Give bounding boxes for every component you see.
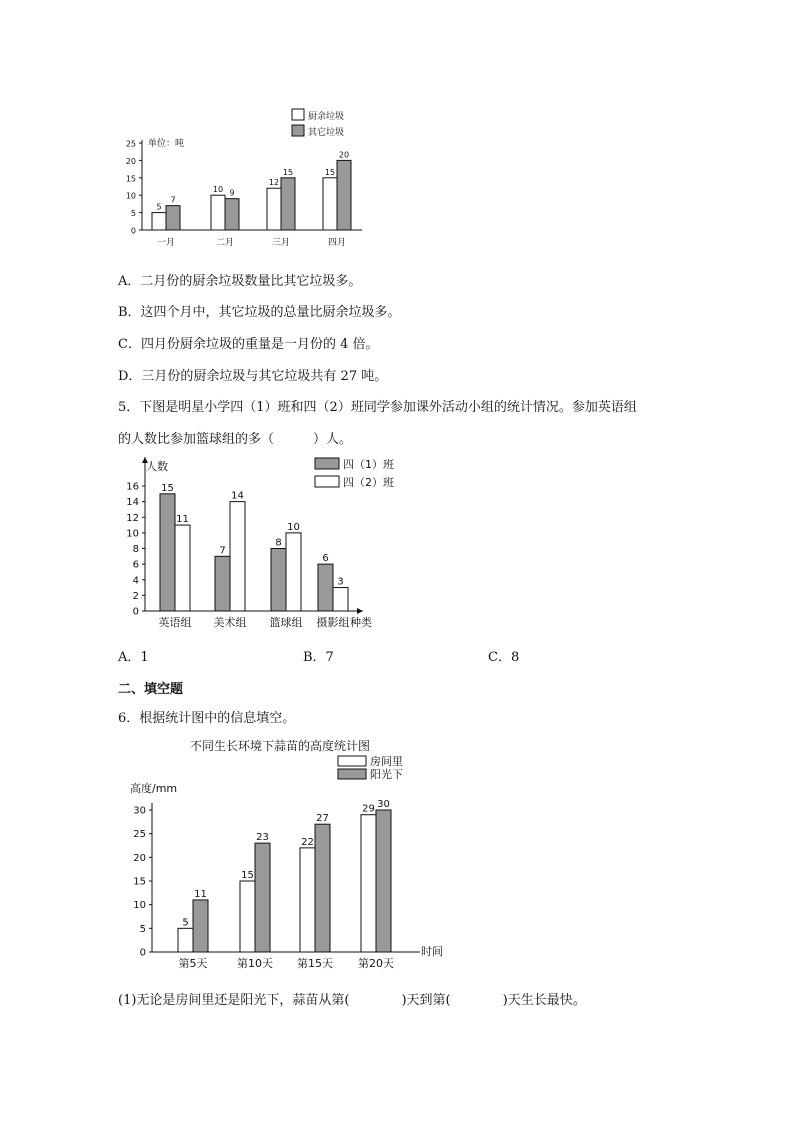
garlic-height-bar-chart	[120, 735, 460, 975]
bar	[337, 160, 351, 230]
y-tick-label: 0	[132, 606, 139, 618]
x-category-label: 二月	[215, 238, 235, 248]
bar-value-label: 12	[268, 178, 280, 188]
bar-value-label: 3	[337, 576, 344, 588]
y-axis-label: 高度/mm	[130, 782, 178, 795]
y-tick-label: 20	[133, 852, 146, 864]
bar	[376, 810, 391, 952]
bar-value-label: 27	[316, 813, 329, 825]
bar-value-label: 11	[194, 888, 207, 900]
bar-value-label: 5	[182, 917, 189, 929]
y-tick-label: 2	[132, 590, 139, 602]
bar-value-label: 5	[156, 202, 162, 212]
bar-value-label: 14	[231, 490, 244, 502]
bar-value-label: 10	[287, 521, 300, 533]
y-tick-label: 14	[126, 497, 139, 509]
y-tick-label: 5	[139, 923, 146, 935]
bar-value-label: 6	[322, 553, 329, 565]
legend-label: 厨余垃圾	[308, 112, 345, 122]
y-tick-label: 15	[125, 174, 136, 184]
bar	[255, 843, 270, 952]
x-category-label: 第15天	[297, 957, 333, 970]
x-axis-arrow	[357, 608, 363, 614]
y-tick-label: 5	[130, 209, 136, 219]
x-axis-label: 种类	[350, 616, 372, 629]
section-heading: 二、填空题	[118, 682, 184, 697]
bar	[300, 848, 315, 952]
q5-option-b: B．7	[303, 650, 334, 665]
y-tick-label: 25	[133, 829, 146, 841]
bar	[175, 525, 190, 611]
legend-swatch	[338, 756, 366, 766]
y-tick-label: 25	[125, 139, 136, 149]
y-tick-label: 10	[125, 191, 136, 201]
y-tick-label: 8	[132, 544, 139, 555]
legend-label: 四（2）班	[343, 476, 394, 489]
q4-option-c: C．四月份厨余垃圾的重量是一月份的 4 倍。	[118, 337, 379, 352]
bar-value-label: 15	[282, 167, 294, 177]
bar-value-label: 11	[176, 514, 189, 526]
bar	[178, 928, 193, 952]
y-tick-label: 0	[139, 947, 146, 959]
y-tick-label: 20	[125, 156, 136, 166]
garbage-bar-chart	[110, 100, 380, 250]
x-category-label: 摄影组	[316, 616, 350, 629]
bar	[333, 588, 348, 611]
x-category-label: 英语组	[158, 616, 192, 629]
bar-value-label: 20	[338, 150, 350, 160]
bar	[230, 502, 245, 611]
bar	[215, 556, 230, 611]
activity-groups-bar-chart	[110, 452, 400, 632]
y-tick-label: 4	[132, 575, 139, 587]
y-axis-label: 人数	[146, 460, 168, 473]
bar-value-label: 9	[229, 188, 235, 198]
bar-value-label: 23	[256, 832, 269, 844]
x-category-label: 第5天	[178, 957, 208, 970]
x-category-label: 四月	[327, 238, 347, 248]
bar-value-label: 15	[161, 482, 174, 494]
bar-value-label: 7	[170, 195, 176, 205]
legend-label: 其它垃圾	[308, 128, 345, 138]
bar-value-label: 22	[301, 836, 314, 848]
legend-label: 房间里	[370, 755, 403, 768]
q6-stem: 6．根据统计图中的信息填空。	[118, 711, 296, 726]
x-category-label: 一月	[156, 238, 176, 248]
y-tick-label: 12	[126, 512, 139, 524]
bar-value-label: 8	[275, 537, 282, 549]
bar-value-label: 15	[241, 870, 254, 881]
y-tick-label: 15	[133, 876, 146, 888]
bar	[318, 564, 333, 611]
y-tick-label: 6	[132, 559, 139, 571]
x-axis-label: 时间	[421, 945, 443, 958]
legend-swatch	[292, 109, 304, 120]
y-tick-label: 30	[133, 805, 146, 817]
x-category-label: 美术组	[213, 616, 247, 629]
y-tick-label: 0	[130, 226, 136, 236]
q5-option-c: C．8	[488, 650, 520, 665]
bar	[240, 881, 255, 952]
y-tick-label: 10	[133, 900, 146, 912]
bar	[225, 199, 239, 230]
legend-swatch	[315, 458, 339, 469]
bar	[315, 824, 330, 952]
bar-value-label: 29	[362, 803, 375, 815]
legend-swatch	[338, 769, 366, 779]
bar	[160, 494, 175, 611]
q5-option-a: A．1	[118, 650, 149, 665]
unit-label: 单位：吨	[148, 139, 185, 149]
y-tick-label: 10	[126, 528, 139, 540]
bar	[166, 206, 180, 230]
legend-swatch	[315, 476, 339, 487]
q5-stem-line2: 的人数比参加篮球组的多（ ）人。	[118, 432, 353, 447]
q4-option-b: B．这四个月中，其它垃圾的总量比厨余垃圾多。	[118, 305, 401, 320]
bar-value-label: 10	[212, 185, 224, 195]
x-category-label: 三月	[271, 238, 291, 248]
q6-sub1: (1)无论是房间里还是阳光下，蒜苗从第( )天到第( )天生长最快。	[118, 993, 586, 1008]
y-tick-label: 16	[126, 481, 139, 493]
chart-title: 不同生长环境下蒜苗的高度统计图	[189, 739, 371, 753]
q5-stem-line1: 5．下图是明星小学四（1）班和四（2）班同学参加课外活动小组的统计情况。参加英语组	[118, 400, 637, 415]
legend-label: 阳光下	[370, 768, 403, 781]
x-category-label: 篮球组	[269, 616, 303, 629]
bar	[211, 195, 225, 230]
bar-value-label: 30	[377, 799, 390, 810]
bar-value-label: 15	[324, 167, 336, 177]
bar-value-label: 7	[219, 545, 226, 557]
bar	[193, 900, 208, 952]
legend-swatch	[292, 125, 304, 136]
bar	[281, 178, 295, 230]
bar	[271, 549, 286, 612]
bar	[361, 815, 376, 952]
q4-option-d: D．三月份的厨余垃圾与其它垃圾共有 27 吨。	[118, 369, 388, 384]
legend-label: 四（1）班	[343, 458, 394, 471]
bar	[267, 188, 281, 230]
x-category-label: 第10天	[237, 957, 273, 970]
bar	[286, 533, 301, 611]
bar	[152, 213, 166, 230]
bar	[323, 178, 337, 230]
x-category-label: 第20天	[358, 957, 394, 970]
q4-option-a: A．二月份的厨余垃圾数量比其它垃圾多。	[118, 274, 362, 289]
